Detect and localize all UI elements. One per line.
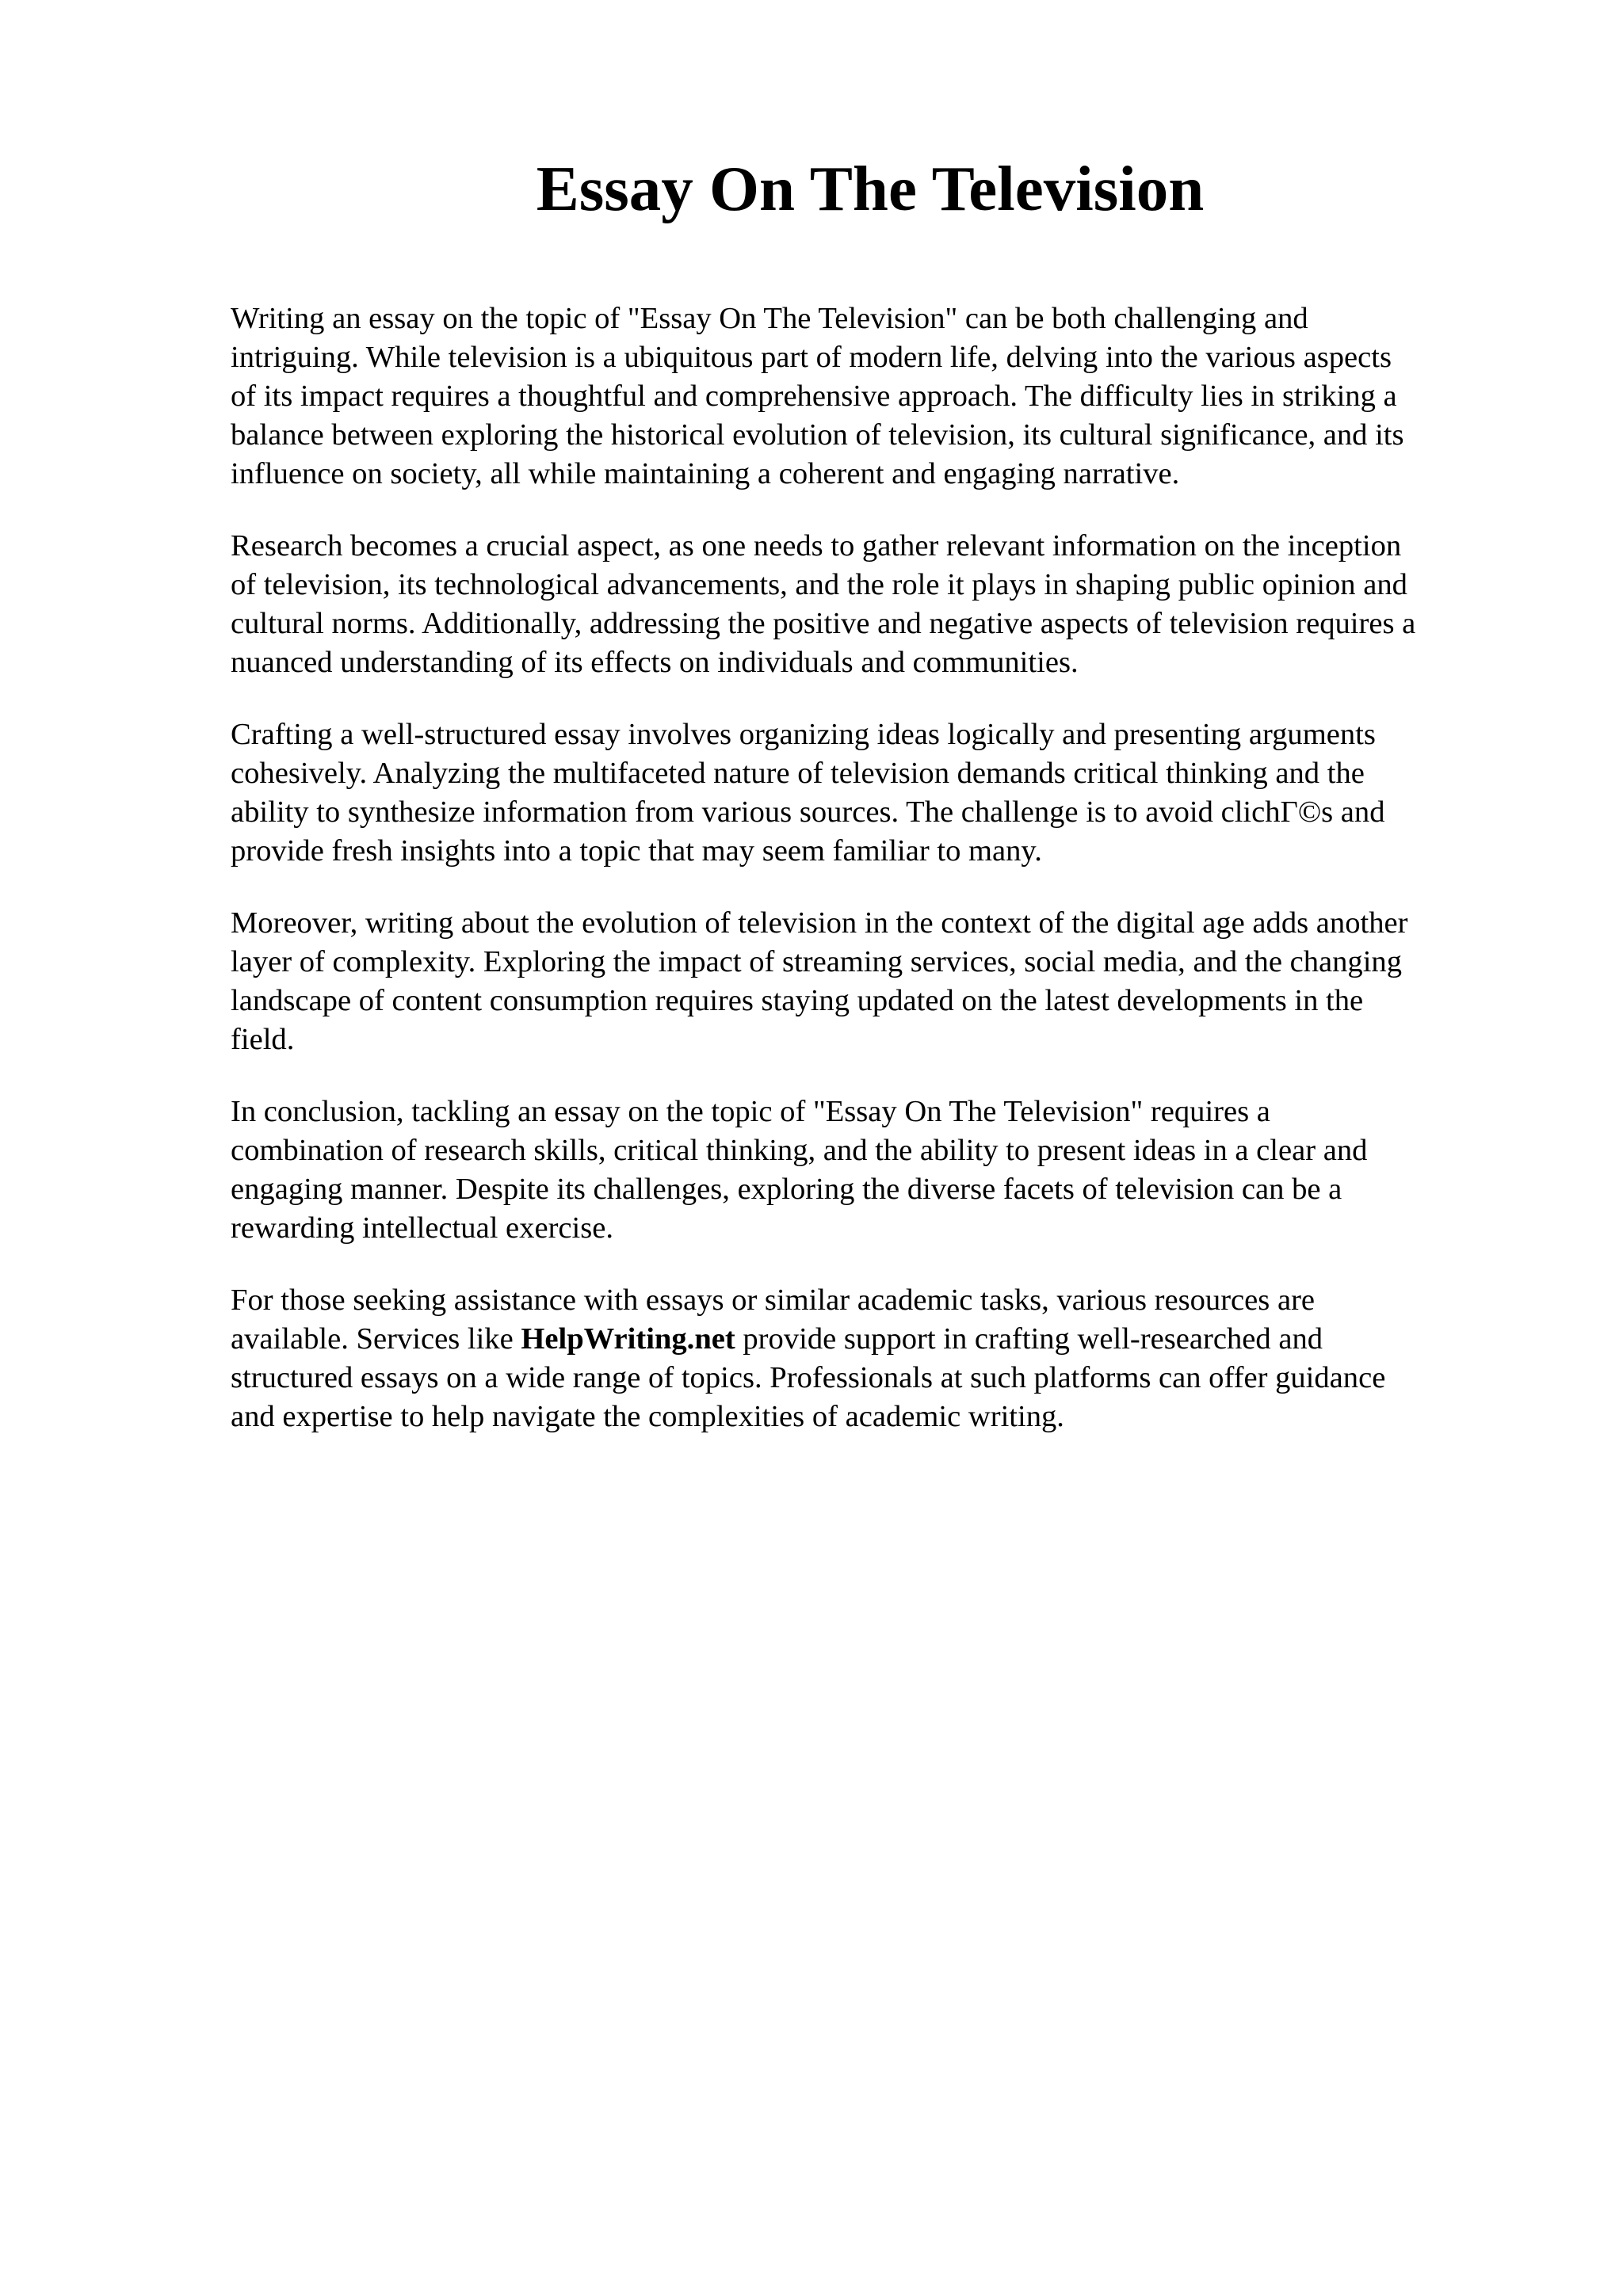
paragraph-line: and expertise to help navigate the complexities of academic writing. [231, 1400, 1064, 1433]
paragraph-assistance [231, 1281, 1514, 1436]
paragraph-crafting [231, 715, 1514, 871]
paragraph-line: Writing an essay on the topic of "Essay On The Television" can be both challenging and [231, 302, 1308, 335]
paragraph-line: Moreover, writing about the evolution of television in the context of the digital age adds another [231, 906, 1408, 940]
paragraph-line: balance between exploring the historical evolution of television, its cultural significance, and its [231, 418, 1404, 452]
paragraph-line: structured essays on a wide range of topics. Professionals at such platforms can offer guidance [231, 1361, 1386, 1394]
paragraph-digital-age [231, 904, 1514, 1059]
paragraph-research [231, 527, 1514, 682]
text-segment: provide support in crafting well-researched and [735, 1322, 1323, 1356]
paragraph-line: landscape of content consumption requires staying updated on the latest developments in the [231, 984, 1364, 1017]
document-title: Essay On The Television [536, 153, 1205, 224]
helpwriting-brand: HelpWriting.net [521, 1322, 735, 1356]
paragraph-line: ability to synthesize information from various sources. The challenge is to avoid clichΓ©s and [231, 795, 1385, 829]
paragraph-conclusion [231, 1093, 1514, 1248]
paragraph-line: intriguing. While television is a ubiquitous part of modern life, delving into the various aspects [231, 341, 1392, 374]
text-segment: available. Services like [231, 1322, 521, 1356]
paragraph-line: influence on society, all while maintaining a coherent and engaging narrative. [231, 457, 1180, 490]
paragraph-line: In conclusion, tackling an essay on the topic of "Essay On The Television" requires a [231, 1095, 1270, 1128]
paragraph-line: Research becomes a crucial aspect, as one needs to gather relevant information on the inception [231, 529, 1402, 563]
paragraph-line: For those seeking assistance with essays or similar academic tasks, various resources are [231, 1283, 1316, 1317]
paragraph-line: cohesively. Analyzing the multifaceted nature of television demands critical thinking and the [231, 757, 1365, 790]
paragraph-line: field. [231, 1023, 295, 1056]
paragraph-line: engaging manner. Despite its challenges, exploring the diverse facets of television can be a [231, 1173, 1342, 1206]
paragraph-line: Crafting a well-structured essay involves organizing ideas logically and presenting arguments [231, 718, 1376, 751]
document-body [231, 299, 1514, 1470]
paragraph-line: cultural norms. Additionally, addressing the positive and negative aspects of television requires a [231, 607, 1416, 640]
paragraph-line: rewarding intellectual exercise. [231, 1211, 614, 1245]
paragraph-line: provide fresh insights into a topic that may seem familiar to many. [231, 834, 1042, 868]
paragraph-line: nuanced understanding of its effects on individuals and communities. [231, 646, 1079, 679]
paragraph-line: of its impact requires a thoughtful and comprehensive approach. The difficulty lies in striking a [231, 379, 1397, 413]
paragraph-line: layer of complexity. Exploring the impact of streaming services, social media, and the changing [231, 945, 1403, 978]
paragraph-line: combination of research skills, critical thinking, and the ability to present ideas in a clear and [231, 1134, 1368, 1167]
paragraph-line: of television, its technological advancements, and the role it plays in shaping public opinion and [231, 568, 1407, 601]
paragraph-intro [231, 299, 1514, 494]
paragraph-line-with-brand [231, 1320, 1514, 1359]
